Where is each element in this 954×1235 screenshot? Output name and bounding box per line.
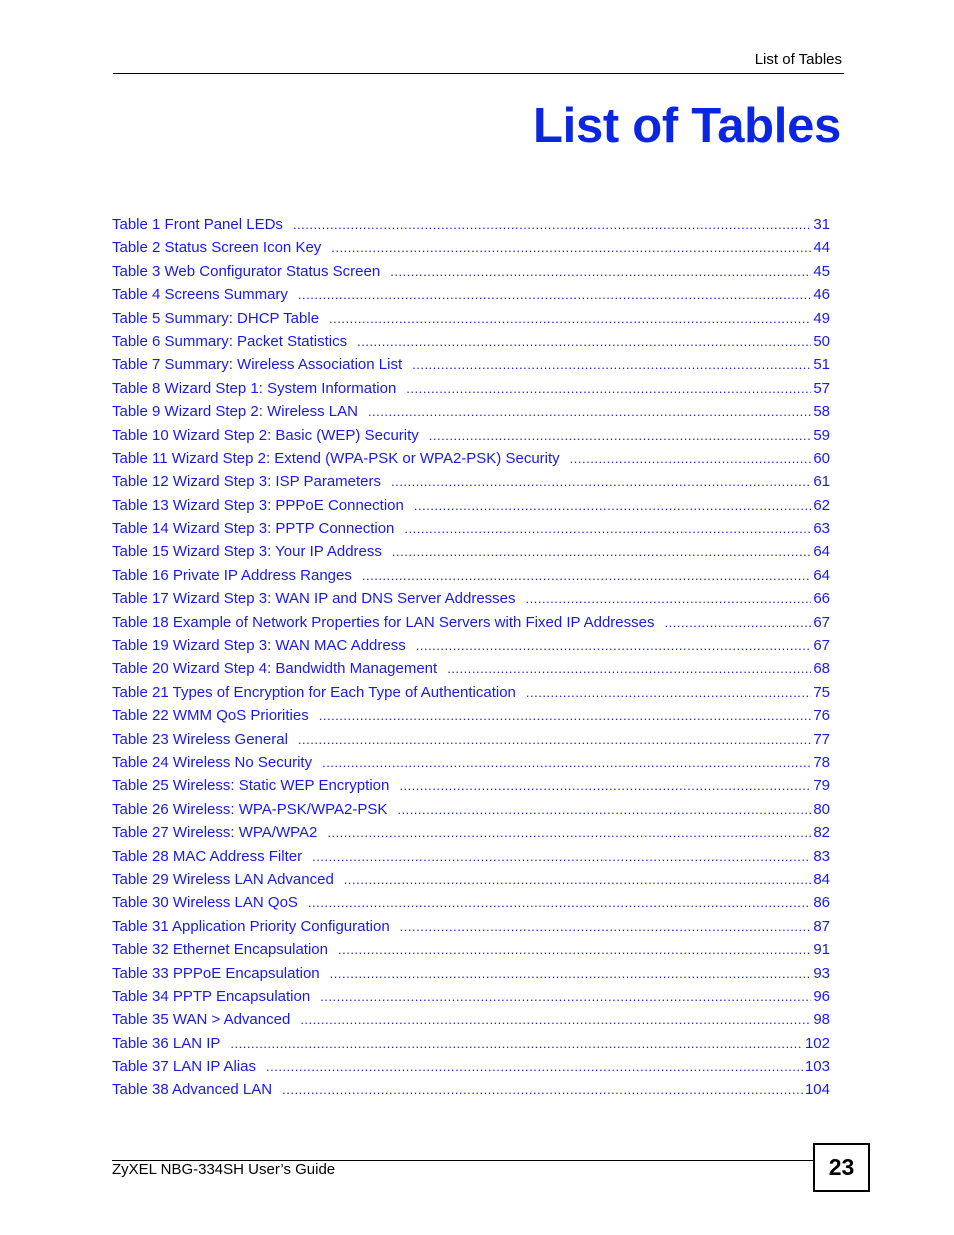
toc-entry-title: Table 8 Wizard Step 1: System Information	[112, 379, 397, 397]
toc-entry-link[interactable]	[112, 1058, 830, 1081]
toc-entry-link[interactable]	[112, 754, 830, 777]
toc-entry-link[interactable]	[112, 450, 830, 473]
toc-entry-title: Table 35 WAN > Advanced	[112, 1011, 291, 1029]
toc-entry-link[interactable]	[112, 1081, 830, 1104]
toc-entry-link[interactable]	[112, 1011, 830, 1034]
toc-entry-title: Table 10 Wizard Step 2: Basic (WEP) Security	[112, 426, 419, 444]
toc-entry-page-number: 104	[804, 1081, 830, 1099]
toc-entry-page-number: 50	[813, 332, 830, 350]
table-of-contents-list	[112, 216, 830, 1105]
toc-entry-link[interactable]	[112, 731, 830, 754]
dot-leader	[312, 849, 811, 864]
dot-leader	[412, 357, 811, 372]
toc-entry-link[interactable]	[112, 1035, 830, 1058]
header-section-label: List of Tables	[754, 51, 842, 68]
toc-entry-link[interactable]	[112, 894, 830, 917]
toc-entry-page-number: 59	[813, 426, 830, 444]
dot-leader	[664, 615, 811, 630]
toc-entry-title: Table 29 Wireless LAN Advanced	[112, 870, 334, 888]
toc-entry-link[interactable]	[112, 801, 830, 824]
toc-entry-title: Table 14 Wizard Step 3: PPTP Connection	[112, 520, 395, 538]
toc-entry-page-number: 66	[813, 590, 830, 608]
toc-entry-page-number: 51	[813, 356, 830, 374]
toc-entry-link[interactable]	[112, 473, 830, 496]
toc-entry-page-number: 67	[813, 637, 830, 655]
toc-entry-link[interactable]	[112, 824, 830, 847]
toc-entry-page-number: 103	[804, 1058, 830, 1076]
toc-entry-title: Table 12 Wizard Step 3: ISP Parameters	[112, 473, 382, 491]
toc-entry-title: Table 22 WMM QoS Priorities	[112, 707, 309, 725]
header-divider	[113, 73, 844, 74]
toc-entry-link[interactable]	[112, 380, 830, 403]
toc-entry-page-number: 58	[813, 403, 830, 421]
toc-entry-page-number: 102	[804, 1034, 830, 1052]
dot-leader	[399, 778, 811, 793]
toc-entry-link[interactable]	[112, 567, 830, 590]
toc-entry-title: Table 7 Summary: Wireless Association List	[112, 356, 403, 374]
toc-entry-link[interactable]	[112, 848, 830, 871]
toc-entry-page-number: 80	[813, 800, 830, 818]
toc-entry-link[interactable]	[112, 216, 830, 239]
toc-entry-title: Table 11 Wizard Step 2: Extend (WPA-PSK or WPA2-PSK) Security	[112, 449, 560, 467]
dot-leader	[392, 544, 811, 559]
toc-entry-page-number: 76	[813, 707, 830, 725]
toc-entry-page-number: 98	[813, 1011, 830, 1029]
toc-entry-link[interactable]	[112, 707, 830, 730]
toc-entry-title: Table 9 Wizard Step 2: Wireless LAN	[112, 403, 358, 421]
toc-entry-page-number: 86	[813, 894, 830, 912]
dot-leader	[362, 568, 811, 583]
toc-entry-page-number: 91	[813, 941, 830, 959]
dot-leader	[266, 1059, 803, 1074]
dot-leader	[293, 217, 811, 232]
dot-leader	[526, 591, 812, 606]
toc-entry-title: Table 38 Advanced LAN	[112, 1081, 273, 1099]
toc-entry-title: Table 17 Wizard Step 3: WAN IP and DNS Server Addresses	[112, 590, 516, 608]
toc-entry-link[interactable]	[112, 988, 830, 1011]
dot-leader	[391, 474, 811, 489]
toc-entry-title: Table 2 Status Screen Icon Key	[112, 239, 322, 257]
toc-entry-title: Table 3 Web Configurator Status Screen	[112, 262, 381, 280]
toc-entry-page-number: 87	[813, 917, 830, 935]
toc-entry-title: Table 36 LAN IP	[112, 1034, 221, 1052]
toc-entry-page-number: 46	[813, 286, 830, 304]
toc-entry-page-number: 60	[813, 449, 830, 467]
toc-entry-title: Table 15 Wizard Step 3: Your IP Address	[112, 543, 382, 561]
dot-leader	[414, 498, 811, 513]
toc-entry-link[interactable]	[112, 286, 830, 309]
toc-entry-title: Table 13 Wizard Step 3: PPPoE Connection	[112, 496, 404, 514]
dot-leader	[338, 942, 811, 957]
toc-entry-page-number: 79	[813, 777, 830, 795]
dot-leader	[344, 872, 812, 887]
toc-entry-page-number: 64	[813, 566, 830, 584]
toc-entry-title: Table 1 Front Panel LEDs	[112, 216, 283, 233]
toc-entry-link[interactable]	[112, 310, 830, 333]
toc-entry-title: Table 21 Types of Encryption for Each Type of Authentication	[112, 683, 516, 701]
toc-entry-link[interactable]	[112, 965, 830, 988]
toc-entry-title: Table 33 PPPoE Encapsulation	[112, 964, 320, 982]
toc-entry-title: Table 37 LAN IP Alias	[112, 1058, 256, 1076]
toc-entry-page-number: 45	[813, 262, 830, 280]
toc-entry-page-number: 62	[813, 496, 830, 514]
dot-leader	[300, 1012, 811, 1027]
toc-entry-page-number: 68	[813, 660, 830, 678]
toc-entry-page-number: 77	[813, 730, 830, 748]
dot-leader	[357, 334, 811, 349]
toc-entry-title: Table 30 Wireless LAN QoS	[112, 894, 298, 912]
toc-entry-link[interactable]	[112, 660, 830, 683]
toc-entry-link[interactable]	[112, 427, 830, 450]
toc-entry-link[interactable]	[112, 263, 830, 286]
dot-leader	[526, 685, 811, 700]
toc-entry-page-number: 82	[813, 824, 830, 842]
toc-entry-page-number: 57	[813, 379, 830, 397]
toc-entry-page-number: 31	[813, 216, 830, 233]
toc-entry-link[interactable]	[112, 871, 830, 894]
dot-leader	[282, 1082, 803, 1097]
toc-entry-title: Table 5 Summary: DHCP Table	[112, 309, 320, 327]
toc-entry-title: Table 20 Wizard Step 4: Bandwidth Management	[112, 660, 438, 678]
toc-entry-link[interactable]	[112, 543, 830, 566]
toc-entry-title: Table 24 Wireless No Security	[112, 753, 313, 771]
page-title: List of Tables	[533, 99, 841, 153]
dot-leader	[330, 966, 812, 981]
dot-leader	[406, 381, 811, 396]
toc-entry-page-number: 84	[813, 870, 830, 888]
toc-entry-title: Table 32 Ethernet Encapsulation	[112, 941, 328, 959]
toc-entry-title: Table 4 Screens Summary	[112, 286, 288, 304]
toc-entry-page-number: 83	[813, 847, 830, 865]
toc-entry-page-number: 49	[813, 309, 830, 327]
toc-entry-title: Table 6 Summary: Packet Statistics	[112, 332, 348, 350]
dot-leader	[447, 661, 811, 676]
dot-leader	[298, 287, 811, 302]
toc-entry-page-number: 96	[813, 987, 830, 1005]
toc-entry-title: Table 31 Application Priority Configuration	[112, 917, 390, 935]
toc-entry-page-number: 75	[813, 683, 830, 701]
dot-leader	[322, 755, 811, 770]
dot-leader	[308, 895, 811, 910]
toc-entry-page-number: 93	[813, 964, 830, 982]
toc-entry-link[interactable]	[112, 590, 830, 613]
toc-entry-page-number: 44	[813, 239, 830, 257]
toc-entry-title: Table 26 Wireless: WPA-PSK/WPA2-PSK	[112, 800, 388, 818]
toc-entry-link[interactable]	[112, 403, 830, 426]
toc-entry-title: Table 16 Private IP Address Ranges	[112, 566, 352, 584]
dot-leader	[319, 708, 812, 723]
dot-leader	[429, 428, 812, 443]
toc-entry-link[interactable]	[112, 356, 830, 379]
toc-entry-link[interactable]	[112, 777, 830, 800]
dot-leader	[400, 919, 812, 934]
footer-guide-name: ZyXEL NBG-334SH User’s Guide	[112, 1161, 336, 1178]
dot-leader	[416, 638, 812, 653]
dot-leader	[390, 264, 811, 279]
dot-leader	[368, 404, 811, 419]
toc-entry-link[interactable]	[112, 239, 830, 262]
toc-entry-link[interactable]	[112, 941, 830, 964]
toc-entry-link[interactable]	[112, 520, 830, 543]
dot-leader	[327, 825, 811, 840]
dot-leader	[397, 802, 811, 817]
toc-entry-link[interactable]	[112, 333, 830, 356]
toc-entry-title: Table 19 Wizard Step 3: WAN MAC Address	[112, 637, 406, 655]
dot-leader	[331, 240, 811, 255]
toc-entry-page-number: 78	[813, 753, 830, 771]
toc-entry-link[interactable]	[112, 637, 830, 660]
toc-entry-link[interactable]	[112, 497, 830, 520]
dot-leader	[298, 732, 811, 747]
toc-entry-title: Table 18 Example of Network Properties for LAN Servers with Fixed IP Addresses	[112, 613, 655, 631]
toc-entry-page-number: 63	[813, 520, 830, 538]
dot-leader	[230, 1036, 803, 1051]
toc-entry-page-number: 64	[813, 543, 830, 561]
toc-entry-page-number: 61	[813, 473, 830, 491]
dot-leader	[404, 521, 811, 536]
toc-entry-link[interactable]	[112, 918, 830, 941]
toc-entry-title: Table 34 PPTP Encapsulation	[112, 987, 311, 1005]
toc-entry-link[interactable]	[112, 614, 830, 637]
toc-entry-page-number: 67	[813, 613, 830, 631]
toc-entry-link[interactable]	[112, 684, 830, 707]
toc-entry-title: Table 28 MAC Address Filter	[112, 847, 303, 865]
toc-entry-title: Table 27 Wireless: WPA/WPA2	[112, 824, 318, 842]
toc-entry-title: Table 25 Wireless: Static WEP Encryption	[112, 777, 390, 795]
dot-leader	[570, 451, 812, 466]
toc-entry-title: Table 23 Wireless General	[112, 730, 288, 748]
page-number: 23	[813, 1143, 870, 1192]
dot-leader	[320, 989, 811, 1004]
dot-leader	[329, 311, 811, 326]
